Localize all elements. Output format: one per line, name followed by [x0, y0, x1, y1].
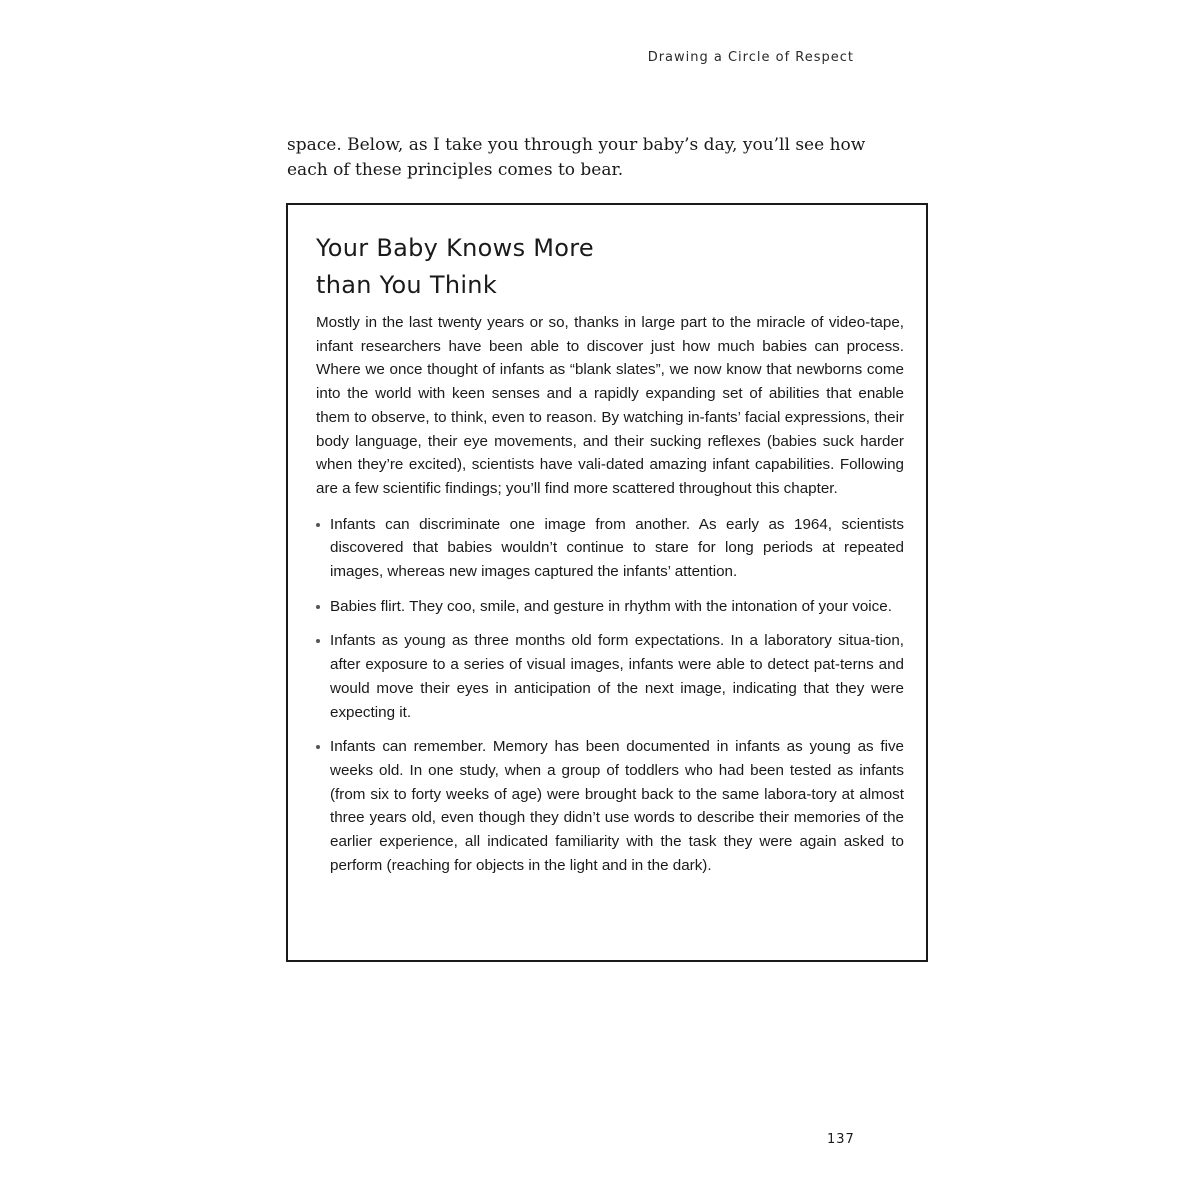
- box-paragraph: Mostly in the last twenty years or so, thanks in large part to the miracle of video-tape, infant researchers have been able to discover just how much babies can process. Where we once thought of infants as “blank slates”, we now know that newborns come into the world with keen senses and a rapidly expanding set of abilities that enable them to observe, to think, even to reason. By watching in-fants’ facial expressions, their body language, their eye movements, and their sucking reflexes (babies suck harder when they’re excited), scientists have vali-dated amazing infant capabilities. Following are a few scientific findings; you’ll find more scattered throughout this chapter.: [316, 314, 904, 497]
- sidebar-box: [286, 203, 928, 962]
- bullet-dot-icon: [316, 639, 320, 643]
- page-number: 137: [827, 1132, 855, 1147]
- finding-text: Infants can discriminate one image from another. As early as 1964, scientists discovered that babies wouldn’t continue to stare for long periods at repeated images, whereas new images captured the infants’ attention.: [330, 515, 904, 581]
- finding-text: Infants as young as three months old form expectations. In a laboratory situa-tion, after exposure to a series of visual images, infants were able to detect pat-terns and would move their eyes in anticipation of the next image, indicating that they were expecting it.: [330, 632, 904, 721]
- finding-item: [316, 513, 904, 584]
- box-title-line-2: than You Think: [316, 271, 498, 299]
- intro-paragraph: space. Below, as I take you through your baby’s day, you’ll see how each of these principles comes to bear.: [287, 135, 866, 180]
- box-body: [316, 311, 904, 877]
- box-title-line-1: Your Baby Knows More: [316, 234, 594, 262]
- bullet-dot-icon: [316, 523, 320, 527]
- finding-text: Babies flirt. They coo, smile, and gesture in rhythm with the intonation of your voice.: [330, 597, 892, 615]
- findings-list: [316, 513, 904, 878]
- bullet-dot-icon: [316, 745, 320, 749]
- box-title: [316, 230, 896, 304]
- finding-item: [316, 595, 904, 619]
- finding-text: Infants can remember. Memory has been documented in infants as young as five weeks old. In one study, when a group of toddlers who had been tested as infants (from six to forty weeks of age) were brought back to the same labora-tory at almost three years old, even though they didn’t use words to describe their memories of the earlier experience, all indicated familiarity with the task they were again asked to perform (reaching for objects in the light and in the dark).: [330, 738, 904, 874]
- running-head: Drawing a Circle of Respect: [647, 50, 854, 65]
- bullet-dot-icon: [316, 605, 320, 609]
- finding-item: [316, 735, 904, 877]
- finding-item: [316, 629, 904, 724]
